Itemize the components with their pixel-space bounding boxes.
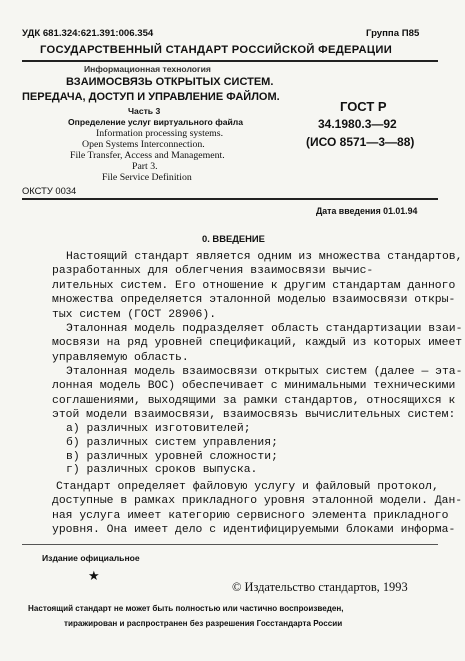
udk-code: УДК 681.324:621.391:006.354 bbox=[22, 28, 154, 39]
reproduction-notice-2: тиражирован и распространен без разрешения Госстандарта России bbox=[64, 619, 343, 628]
official-edition: Издание официальное bbox=[42, 553, 140, 563]
doc-title-line1: ВЗАИМОСВЯЗЬ ОТКРЫТЫХ СИСТЕМ. bbox=[66, 76, 274, 88]
list-item: б) различных систем управления; bbox=[66, 436, 278, 449]
org-heading: ГОСУДАРСТВЕННЫЙ СТАНДАРТ РОССИЙСКОЙ ФЕДЕРАЦИИ bbox=[40, 44, 393, 56]
section-title: 0. ВВЕДЕНИЕ bbox=[202, 233, 265, 244]
paragraph-line: Эталонная модель взаимосвязи открытых систем (далее — эта- bbox=[66, 366, 463, 378]
paragraph-line: этой модели взаимосвязи, взаимосвязь вычислительных систем: bbox=[52, 409, 456, 422]
footer-rule bbox=[22, 544, 438, 545]
group-code: Группа П85 bbox=[366, 28, 420, 39]
paragraph-line: Стандарт определяет файловую услугу и файловый протокол, bbox=[56, 481, 439, 493]
reproduction-notice-1: Настоящий стандарт не может быть полностью или частично воспроизведен, bbox=[28, 604, 344, 613]
paragraph-line: мосвязи на ряд уровней спецификаций, каждый из которых имеет bbox=[52, 337, 463, 350]
doc-en-title-1: Information processing systems. bbox=[96, 128, 224, 139]
paragraph-4 bbox=[52, 480, 463, 538]
gost-number: 34.1980.3—92 bbox=[318, 117, 397, 131]
paragraph-1 bbox=[52, 250, 463, 322]
gost-label: ГОСТ Р bbox=[340, 99, 387, 114]
list-item: в) различных уровней сложности; bbox=[66, 450, 278, 463]
doc-en-title-5: File Service Definition bbox=[102, 172, 192, 183]
doc-part-title: Определение услуг виртуального файла bbox=[68, 117, 244, 127]
system-types-list bbox=[66, 423, 278, 478]
copyright-line: © Издательство стандартов, 1993 bbox=[232, 580, 408, 594]
doc-en-title-3: File Transfer, Access and Management. bbox=[70, 150, 225, 161]
paragraph-3 bbox=[52, 365, 463, 423]
paragraph-line: Настоящий стандарт является одним из множества стандартов, bbox=[66, 251, 463, 263]
paragraph-line: доступные в рамках прикладного уровня эталонной модели. Дан- bbox=[52, 495, 463, 508]
paragraph-line: лонная модель ВОС) обеспечивает с минимальными техническими bbox=[52, 380, 456, 393]
paragraph-line: множества определяется эталонной моделью взаимосвязи откры- bbox=[52, 294, 456, 307]
paragraph-line: тых систем (ГОСТ 28906). bbox=[52, 308, 217, 321]
paragraph-line: лительных систем. Его отношение к другим стандартам данного bbox=[52, 279, 456, 292]
doc-part: Часть 3 bbox=[128, 106, 161, 116]
paragraph-line: ная услуга имеет категорию сервисного элемента прикладного bbox=[52, 509, 449, 522]
okstu-code: ОКСТУ 0034 bbox=[22, 185, 77, 196]
list-item: а) различных изготовителей; bbox=[66, 423, 251, 435]
paragraph-line: уровня. Она имеет дело с идентифицируемыми блоками информа- bbox=[52, 524, 456, 537]
header-bottom-rule bbox=[22, 198, 438, 200]
paragraph-line: соглашениями, выходящими за рамки стандартов, относящихся к bbox=[52, 394, 456, 407]
list-item: г) различных сроков выпуска. bbox=[66, 464, 258, 477]
doc-title-line2: ПЕРЕДАЧА, ДОСТУП И УПРАВЛЕНИЕ ФАЙЛОМ. bbox=[22, 91, 280, 103]
star-icon: ★ bbox=[88, 568, 100, 583]
doc-series: Информационная технология bbox=[84, 64, 211, 74]
paragraph-line: разработанных для облегчения взаимосвязи вычис- bbox=[52, 265, 374, 278]
doc-en-title-4: Part 3. bbox=[132, 161, 158, 172]
iso-number: (ИСО 8571—3—88) bbox=[306, 135, 415, 149]
intro-date: Дата введения 01.01.94 bbox=[316, 206, 418, 216]
doc-en-title-2: Open Systems Interconnection. bbox=[82, 139, 205, 150]
paragraph-line: Эталонная модель подразделяет область стандартизации взаи- bbox=[66, 323, 463, 335]
paragraph-line: управляемую область. bbox=[52, 351, 189, 364]
paragraph-2 bbox=[52, 322, 463, 365]
header-top-rule bbox=[22, 60, 438, 62]
